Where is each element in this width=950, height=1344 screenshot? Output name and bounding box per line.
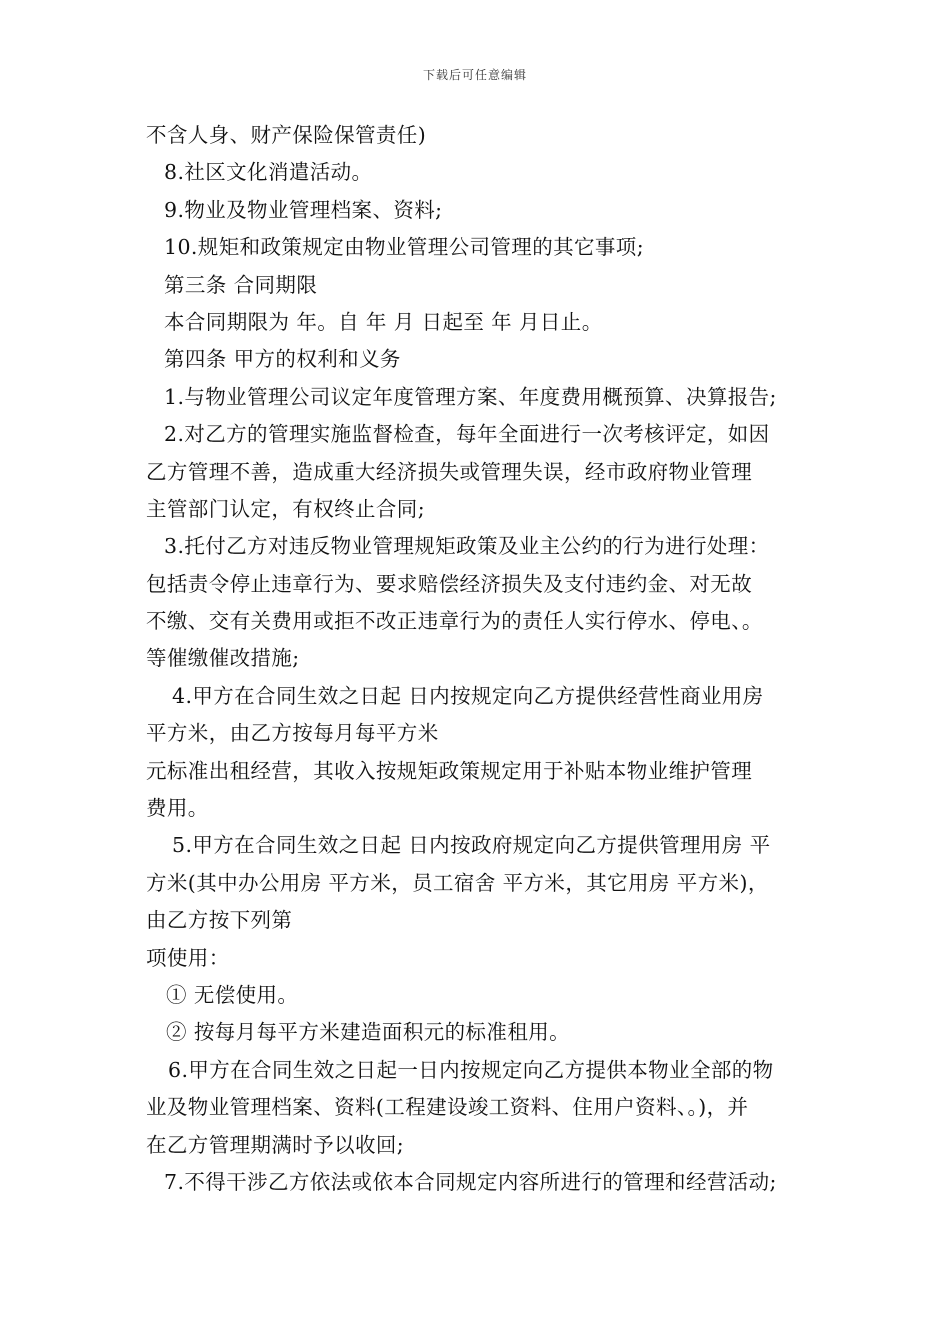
text-line: 主管部门认定，有权终止合同; (146, 496, 426, 521)
list-item: ① 无偿使用。 (166, 982, 299, 1007)
text-line: 项使用： (146, 945, 230, 970)
list-item: 4.甲方在合同生效之日起 日内按规定向乙方提供经营性商业用房 (172, 683, 764, 708)
text-line: 平方米，由乙方按每月每平方米 (146, 721, 439, 746)
text-line: 在乙方管理期满时予以收回; (146, 1132, 405, 1157)
list-item: 8.社区文化消遣活动。 (164, 160, 373, 185)
list-item: 10.规矩和政策规定由物业管理公司管理的其它事项; (164, 235, 645, 260)
text-line: 本合同期限为 年。自 年 月 日起至 年 月日止。 (164, 309, 603, 334)
text-line: 由乙方按下列第 (146, 908, 293, 933)
list-item: ② 按每月每平方米建造面积元的标准租用。 (166, 1020, 571, 1045)
list-item: 3.托付乙方对违反物业管理规矩政策及业主公约的行为进行处理： (164, 534, 770, 559)
page-header: 下载后可任意编辑 (422, 68, 527, 82)
text-line: 元标准出租经营，其收入按规矩政策规定用于补贴本物业维护管理 (146, 758, 753, 783)
text-line: 方米(其中办公用房 平方米，员工宿舍 平方米，其它用房 平方米)， (146, 870, 769, 895)
list-item: 6.甲方在合同生效之日起一日内按规定向乙方提供本物业全部的物 (168, 1057, 774, 1082)
text-line: 业及物业管理档案、资料(工程建设竣工资料、住用户资料、。)，并 (146, 1095, 749, 1120)
text-line: 等催缴催改措施; (146, 646, 300, 671)
text-line: 乙方管理不善，造成重大经济损失或管理失误，经市政府物业管理 (146, 459, 753, 484)
text-line: 不含人身、财产保险保管责任) (146, 123, 427, 147)
section-heading: 第三条 合同期限 (164, 272, 318, 297)
list-item: 2.对乙方的管理实施监督检查，每年全面进行一次考核评定，如因 (164, 422, 770, 447)
section-heading: 第四条 甲方的权利和义务 (164, 347, 401, 372)
list-item: 1.与物业管理公司议定年度管理方案、年度费用概预算、决算报告; (164, 384, 777, 409)
text-line: 包括责令停止违章行为、要求赔偿经济损失及支付违约金、对无故 (146, 571, 753, 596)
list-item: 5.甲方在合同生效之日起 日内按政府规定向乙方提供管理用房 平 (172, 833, 771, 858)
list-item: 7.不得干涉乙方依法或依本合同规定内容所进行的管理和经营活动; (164, 1169, 777, 1194)
document-body (146, 117, 826, 1201)
text-line: 不缴、交有关费用或拒不改正违章行为的责任人实行停水、停电、。 (146, 609, 763, 634)
list-item: 9.物业及物业管理档案、资料; (164, 197, 443, 222)
text-line: 费用。 (146, 796, 209, 821)
